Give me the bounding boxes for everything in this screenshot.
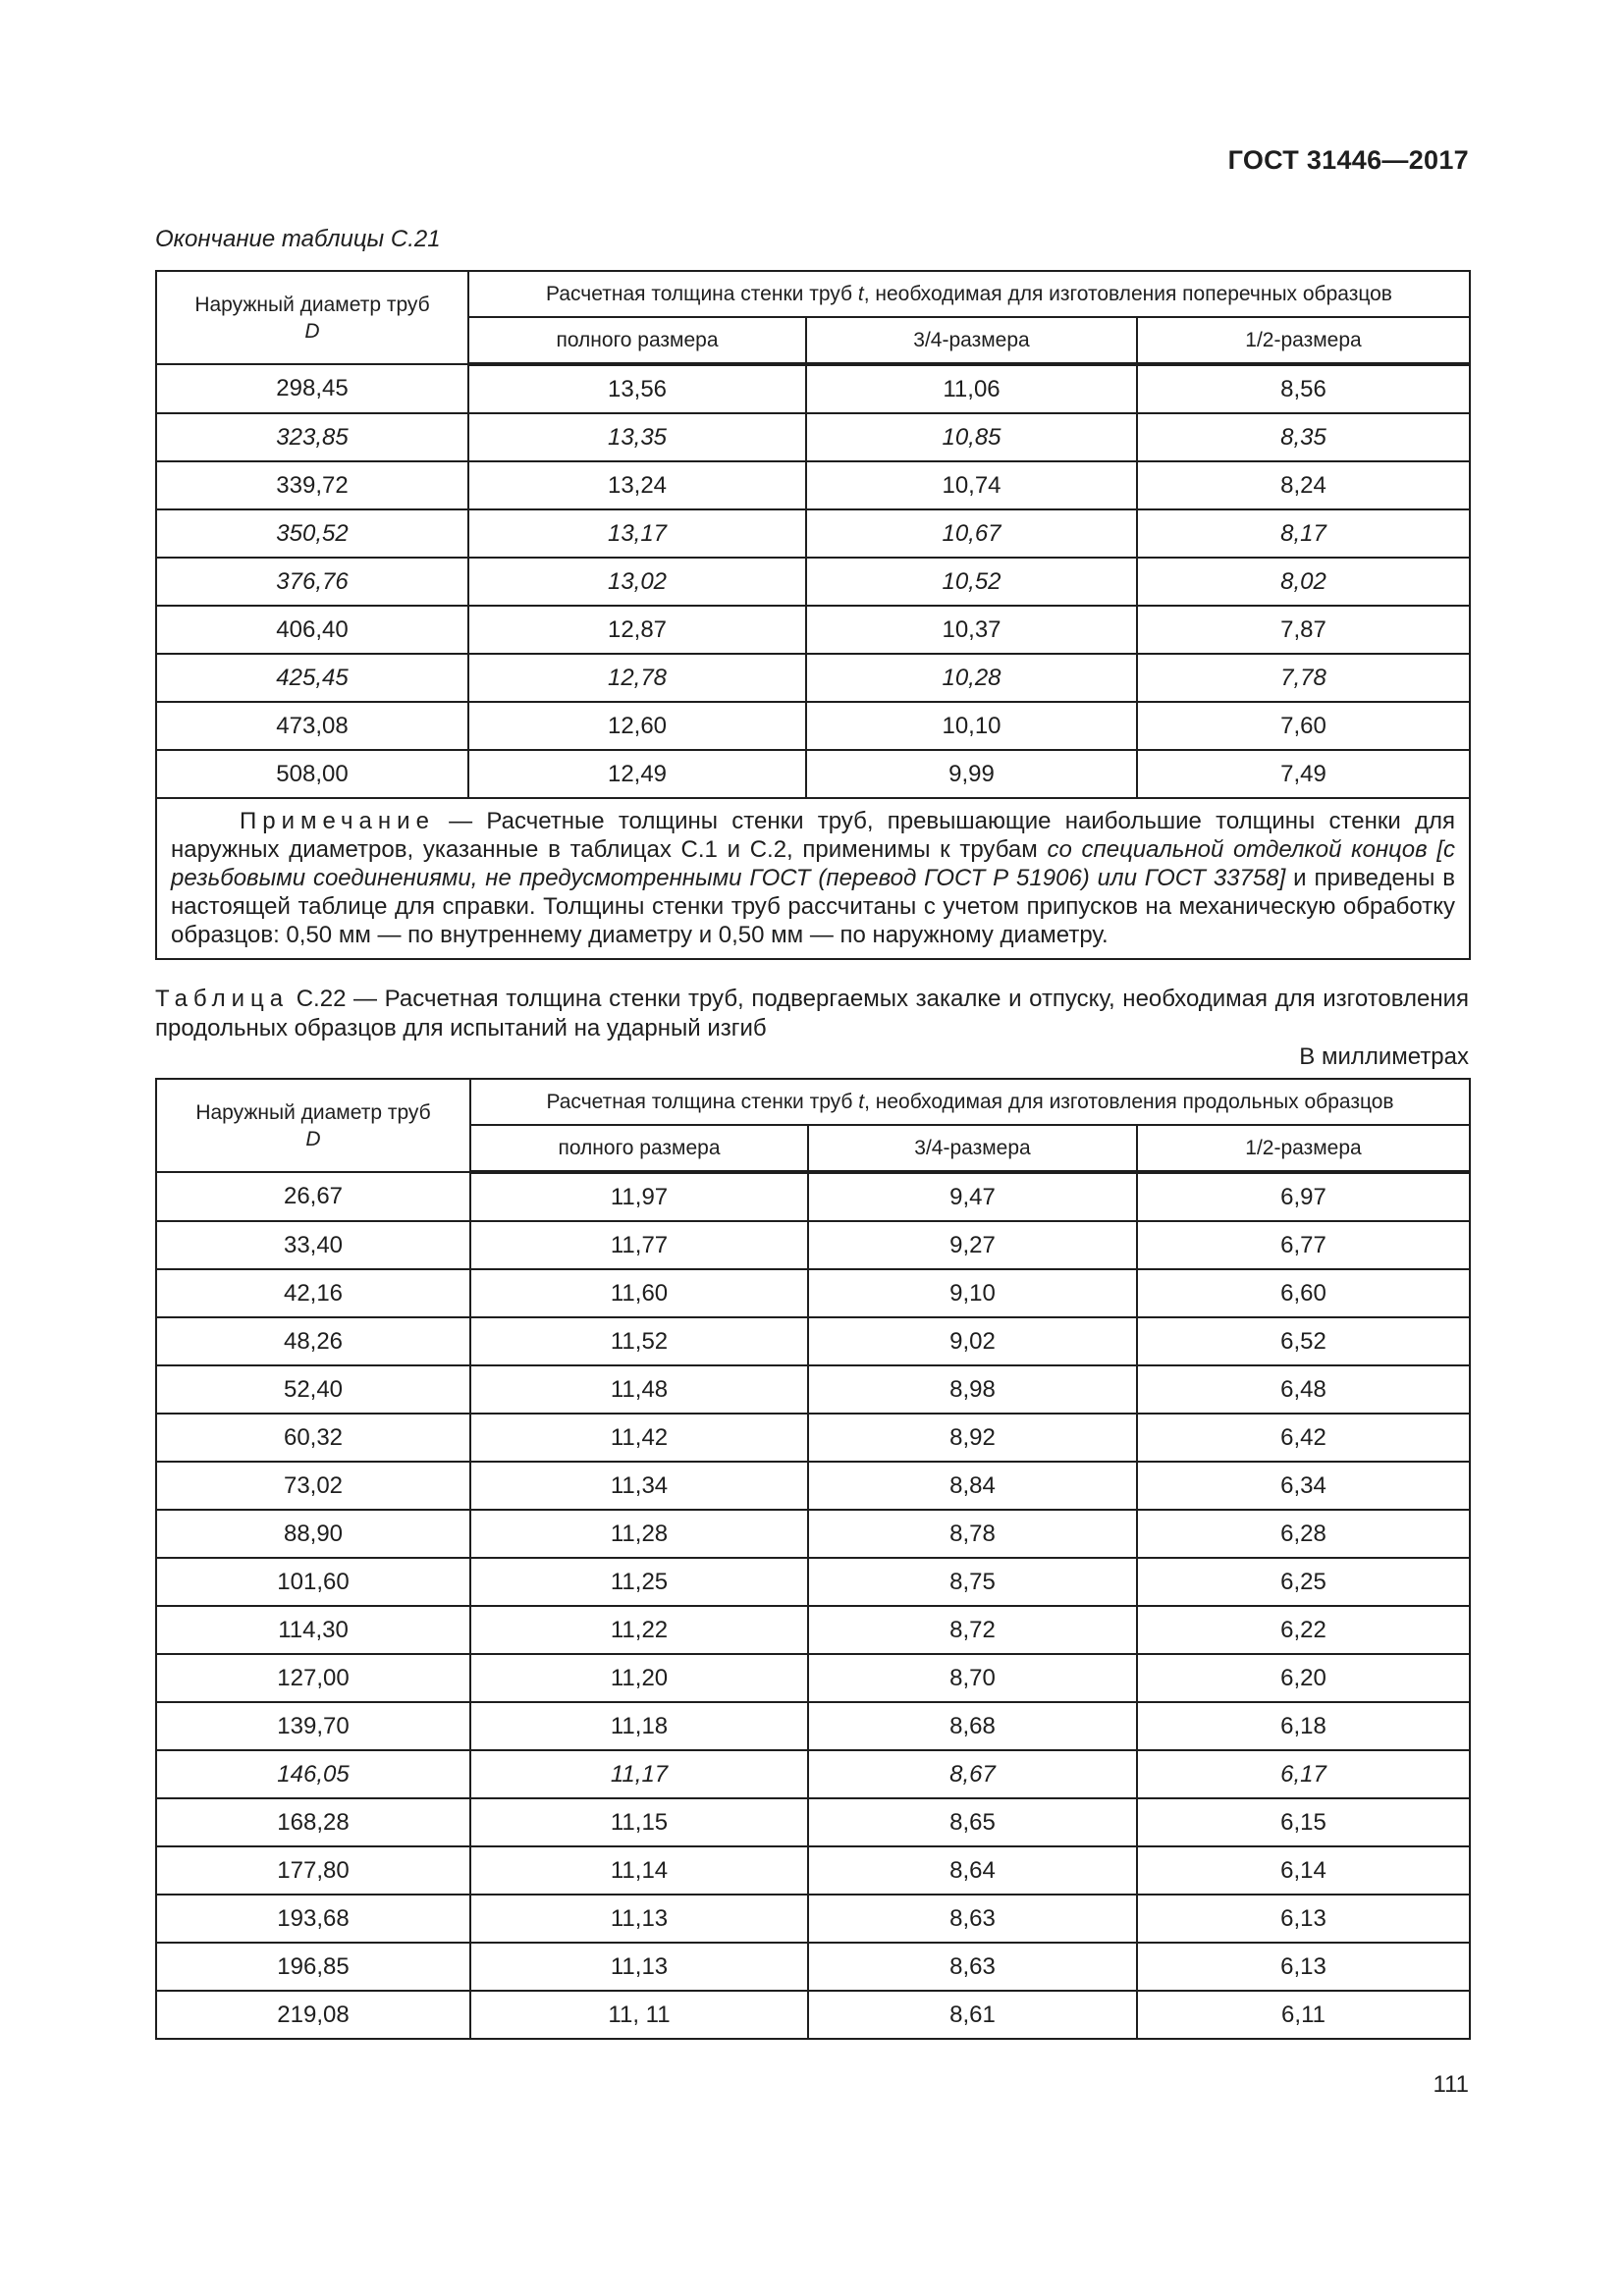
cell-half: 6,11 [1137, 1991, 1470, 2039]
col-header-diameter-symbol: D [305, 1127, 321, 1150]
table-row [156, 1798, 1470, 1846]
cell-full-size: 12,60 [468, 702, 806, 750]
cell-three-quarter: 10,67 [806, 509, 1137, 558]
cell-three-quarter: 8,75 [808, 1558, 1137, 1606]
cell-half: 6,52 [1137, 1317, 1470, 1365]
cell-full-size: 11,13 [470, 1895, 808, 1943]
table-row [156, 1943, 1470, 1991]
cell-three-quarter: 8,84 [808, 1462, 1137, 1510]
table-c22 [155, 1078, 1471, 2040]
table-row [156, 654, 1470, 702]
note-text-part1: — Расчетные толщины стенки труб, превышающие наибольшие толщины стенки для наружных диаметров, указанные в таблицах С.1 и С.2, применимы к трубам [171, 808, 1456, 863]
table-row [156, 509, 1470, 558]
table-row [156, 1414, 1470, 1462]
table2-label: Таблица [155, 986, 290, 1012]
cell-diameter: 219,08 [156, 1991, 470, 2039]
table2-title-text: С.22 — Расчетная толщина стенки труб, подвергаемых закалке и отпуску, необходимая для изготовления продольных образцов для испытаний на ударный изгиб [155, 986, 1469, 1041]
col-header-diameter-label: Наружный диаметр труб [194, 293, 430, 316]
cell-full-size: 13,56 [468, 364, 806, 413]
table-row [156, 1462, 1470, 1510]
cell-full-size: 13,02 [468, 558, 806, 606]
cell-half: 6,13 [1137, 1895, 1470, 1943]
table-row [156, 461, 1470, 509]
table-row [156, 702, 1470, 750]
table1-note [156, 798, 1470, 959]
cell-diameter: 33,40 [156, 1221, 470, 1269]
cell-diameter: 139,70 [156, 1702, 470, 1750]
cell-full-size: 13,35 [468, 413, 806, 461]
cell-three-quarter: 8,68 [808, 1702, 1137, 1750]
cell-full-size: 12,87 [468, 606, 806, 654]
cell-three-quarter: 9,47 [808, 1172, 1137, 1221]
table-row [156, 606, 1470, 654]
units-note: В миллиметрах [1299, 1043, 1469, 1070]
table-row [156, 1654, 1470, 1702]
cell-three-quarter: 10,37 [806, 606, 1137, 654]
cell-three-quarter: 8,61 [808, 1991, 1137, 2039]
cell-half: 8,35 [1137, 413, 1470, 461]
cell-three-quarter: 8,64 [808, 1846, 1137, 1895]
cell-full-size: 11,17 [470, 1750, 808, 1798]
cell-full-size: 11,42 [470, 1414, 808, 1462]
cell-half: 8,56 [1137, 364, 1470, 413]
cell-three-quarter: 9,27 [808, 1221, 1137, 1269]
cell-diameter: 73,02 [156, 1462, 470, 1510]
cell-diameter: 26,67 [156, 1172, 470, 1221]
cell-full-size: 11,20 [470, 1654, 808, 1702]
cell-full-size: 11,28 [470, 1510, 808, 1558]
cell-full-size: 11,52 [470, 1317, 808, 1365]
cell-diameter: 339,72 [156, 461, 468, 509]
table-row [156, 1269, 1470, 1317]
cell-full-size: 13,24 [468, 461, 806, 509]
cell-three-quarter: 8,63 [808, 1895, 1137, 1943]
cell-three-quarter: 8,78 [808, 1510, 1137, 1558]
group-prefix: Расчетная толщина стенки труб [546, 283, 858, 305]
cell-full-size: 11,22 [470, 1606, 808, 1654]
cell-diameter: 146,05 [156, 1750, 470, 1798]
cell-diameter: 196,85 [156, 1943, 470, 1991]
cell-three-quarter: 8,72 [808, 1606, 1137, 1654]
col-header-full-size: полного размера [470, 1125, 808, 1172]
cell-diameter: 406,40 [156, 606, 468, 654]
cell-three-quarter: 9,10 [808, 1269, 1137, 1317]
cell-half: 8,02 [1137, 558, 1470, 606]
cell-three-quarter: 8,67 [808, 1750, 1137, 1798]
cell-full-size: 11,48 [470, 1365, 808, 1414]
page-number: 111 [1433, 2071, 1469, 2098]
cell-full-size: 13,17 [468, 509, 806, 558]
table-row [156, 750, 1470, 798]
col-header-diameter [156, 1079, 470, 1172]
table-row [156, 1606, 1470, 1654]
col-header-diameter [156, 271, 468, 364]
cell-full-size: 11, 11 [470, 1991, 808, 2039]
cell-half: 6,42 [1137, 1414, 1470, 1462]
cell-diameter: 350,52 [156, 509, 468, 558]
table-row [156, 1510, 1470, 1558]
cell-diameter: 48,26 [156, 1317, 470, 1365]
cell-half: 6,28 [1137, 1510, 1470, 1558]
cell-full-size: 11,34 [470, 1462, 808, 1510]
col-header-diameter-symbol: D [304, 319, 320, 343]
cell-full-size: 12,49 [468, 750, 806, 798]
cell-half: 8,24 [1137, 461, 1470, 509]
group-var: t [857, 283, 864, 305]
cell-diameter: 114,30 [156, 1606, 470, 1654]
cell-half: 6,60 [1137, 1269, 1470, 1317]
cell-half: 7,78 [1137, 654, 1470, 702]
cell-full-size: 11,15 [470, 1798, 808, 1846]
cell-half: 7,60 [1137, 702, 1470, 750]
cell-full-size: 11,13 [470, 1943, 808, 1991]
table-row [156, 1317, 1470, 1365]
table2-title [155, 985, 1469, 1043]
cell-three-quarter: 8,98 [808, 1365, 1137, 1414]
table-row [156, 1846, 1470, 1895]
table-row [156, 1750, 1470, 1798]
cell-half: 6,13 [1137, 1943, 1470, 1991]
cell-diameter: 52,40 [156, 1365, 470, 1414]
cell-three-quarter: 10,52 [806, 558, 1137, 606]
cell-diameter: 298,45 [156, 364, 468, 413]
cell-three-quarter: 10,28 [806, 654, 1137, 702]
group-suffix: , необходимая для изготовления продольных образцов [864, 1091, 1394, 1113]
cell-three-quarter: 10,74 [806, 461, 1137, 509]
col-header-half: 1/2-размера [1137, 1125, 1470, 1172]
cell-diameter: 60,32 [156, 1414, 470, 1462]
cell-three-quarter: 9,02 [808, 1317, 1137, 1365]
cell-half: 6,77 [1137, 1221, 1470, 1269]
table-row [156, 1895, 1470, 1943]
col-header-three-quarter: 3/4-размера [808, 1125, 1137, 1172]
note-text-italic: со специальной отделкой концов [с резьбовыми соединениями, не предусмотренными ГОСТ (перевод ГОСТ Р 51906) или ГОСТ 33758] [171, 836, 1456, 891]
standard-number: ГОСТ 31446—2017 [1227, 145, 1469, 175]
col-header-three-quarter: 3/4-размера [806, 317, 1137, 364]
cell-half: 7,49 [1137, 750, 1470, 798]
cell-full-size: 11,77 [470, 1221, 808, 1269]
cell-full-size: 11,60 [470, 1269, 808, 1317]
cell-half: 6,34 [1137, 1462, 1470, 1510]
cell-diameter: 425,45 [156, 654, 468, 702]
table-row [156, 558, 1470, 606]
cell-three-quarter: 8,70 [808, 1654, 1137, 1702]
table-c21 [155, 270, 1471, 960]
cell-half: 6,18 [1137, 1702, 1470, 1750]
cell-diameter: 168,28 [156, 1798, 470, 1846]
cell-three-quarter: 8,65 [808, 1798, 1137, 1846]
table1-caption: Окончание таблицы С.21 [155, 226, 441, 252]
cell-diameter: 376,76 [156, 558, 468, 606]
cell-full-size: 12,78 [468, 654, 806, 702]
cell-diameter: 193,68 [156, 1895, 470, 1943]
col-header-group [470, 1079, 1470, 1125]
cell-diameter: 323,85 [156, 413, 468, 461]
cell-diameter: 101,60 [156, 1558, 470, 1606]
cell-diameter: 473,08 [156, 702, 468, 750]
cell-half: 6,97 [1137, 1172, 1470, 1221]
cell-three-quarter: 11,06 [806, 364, 1137, 413]
cell-three-quarter: 10,10 [806, 702, 1137, 750]
cell-full-size: 11,25 [470, 1558, 808, 1606]
table-row [156, 1558, 1470, 1606]
table-row [156, 1221, 1470, 1269]
cell-half: 7,87 [1137, 606, 1470, 654]
col-header-group [468, 271, 1470, 317]
col-header-full-size: полного размера [468, 317, 806, 364]
cell-half: 8,17 [1137, 509, 1470, 558]
cell-half: 6,17 [1137, 1750, 1470, 1798]
table-row [156, 364, 1470, 413]
cell-half: 6,20 [1137, 1654, 1470, 1702]
table-row [156, 1991, 1470, 2039]
cell-three-quarter: 8,63 [808, 1943, 1137, 1991]
cell-half: 6,15 [1137, 1798, 1470, 1846]
col-header-half: 1/2-размера [1137, 317, 1470, 364]
cell-diameter: 177,80 [156, 1846, 470, 1895]
cell-half: 6,14 [1137, 1846, 1470, 1895]
cell-three-quarter: 10,85 [806, 413, 1137, 461]
cell-three-quarter: 8,92 [808, 1414, 1137, 1462]
note-text-part3: и приведены в настоящей таблице для справки. Толщины стенки труб рассчитаны с учетом припусков на механическую обработку образцов: 0,50 мм — по внутреннему диаметру и 0,50 мм — по наружному диаметру. [171, 865, 1456, 948]
cell-full-size: 11,97 [470, 1172, 808, 1221]
cell-three-quarter: 9,99 [806, 750, 1137, 798]
table-row [156, 413, 1470, 461]
cell-half: 6,22 [1137, 1606, 1470, 1654]
cell-half: 6,48 [1137, 1365, 1470, 1414]
cell-diameter: 508,00 [156, 750, 468, 798]
cell-half: 6,25 [1137, 1558, 1470, 1606]
cell-diameter: 42,16 [156, 1269, 470, 1317]
cell-diameter: 88,90 [156, 1510, 470, 1558]
group-prefix: Расчетная толщина стенки труб [546, 1091, 859, 1113]
group-var: t [858, 1091, 865, 1113]
cell-full-size: 11,14 [470, 1846, 808, 1895]
group-suffix: , необходимая для изготовления поперечных образцов [863, 283, 1392, 305]
cell-diameter: 127,00 [156, 1654, 470, 1702]
table-row [156, 1702, 1470, 1750]
table-row [156, 1172, 1470, 1221]
col-header-diameter-label: Наружный диаметр труб [195, 1100, 431, 1124]
cell-full-size: 11,18 [470, 1702, 808, 1750]
table-row [156, 1365, 1470, 1414]
note-label: Примечание [240, 808, 435, 834]
